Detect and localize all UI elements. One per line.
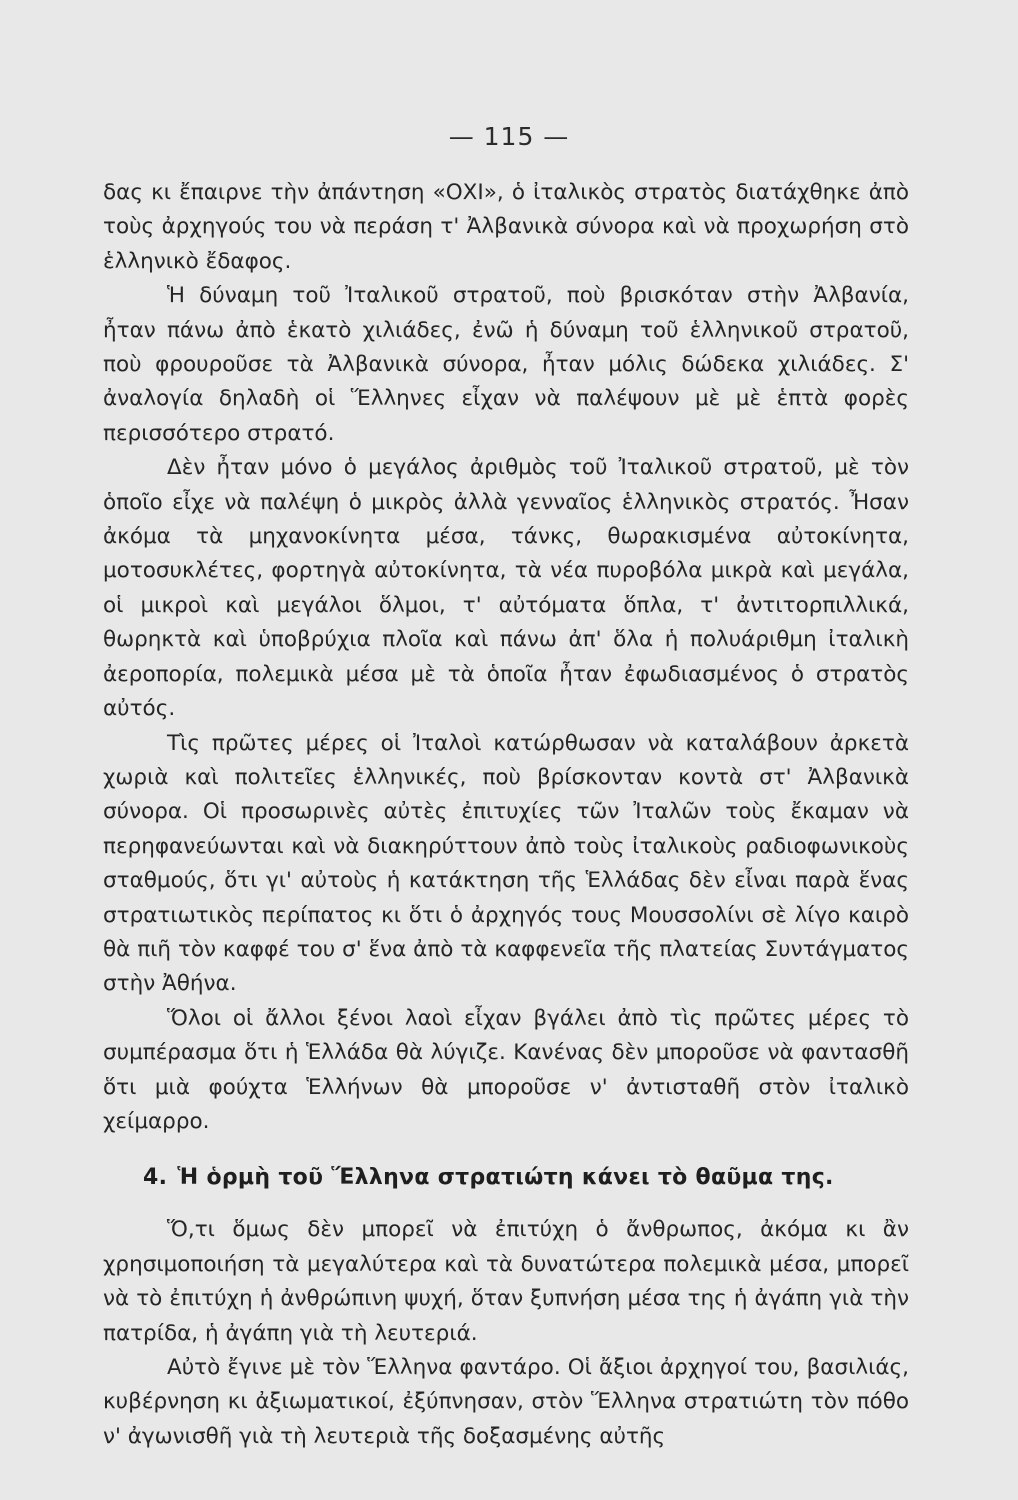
section-title: Ἡ ὁρμὴ τοῦ Ἕλληνα στρατιώτη κάνει τὸ θαῦμα της. [177, 1165, 834, 1191]
paragraph-greek-soldier: Αὐτὸ ἔγινε μὲ τὸν Ἕλληνα φαντάρο. Οἱ ἄξιοι ἀρχηγοί του, βασιλιάς, κυβέρνηση κι ἀξιωματικοί, ἐξύπνησαν, στὸν Ἕλληνα στρατιώτη τὸν πόθο ν' ἀγωνισθῆ γιὰ τὴ λευτεριὰ τῆς δοξασμένης αὐτῆς [103, 1355, 909, 1449]
paragraph-army-strength: Ἡ δύναμη τοῦ Ἰταλικοῦ στρατοῦ, ποὺ βρισκόταν στὴν Ἀλβανία, ἦταν πάνω ἀπὸ ἑκατὸ χιλιάδες, ἐνῶ ἡ δύναμη τοῦ ἑλληνικοῦ στρατοῦ, ποὺ φρουροῦσε τὰ Ἀλβανικὰ σύνορα, ἦταν μόλις δώδεκα χιλιάδες. Σ' ἀναλογία δηλαδὴ οἱ Ἕλληνες εἶχαν νὰ παλέψουν μὲ μὲ ἑπτὰ φορὲς περισσότερο στρατό. [103, 283, 909, 446]
paragraph-foreign-peoples: Ὅλοι οἱ ἄλλοι ξένοι λαοὶ εἶχαν βγάλει ἀπὸ τὶς πρῶτες μέρες τὸ συμπέρασμα ὅτι ἡ Ἑλλάδα θὰ λύγιζε. Κανένας δὲν μποροῦσε νὰ φαντασθῆ ὅτι μιὰ φούχτα Ἑλλήνων θὰ μποροῦσε ν' ἀντισταθῆ στὸν ἰταλικὸ χείμαρρο. [103, 1005, 909, 1134]
paragraph-human-soul: Ὅ,τι ὅμως δὲν μπορεῖ νὰ ἐπιτύχη ὁ ἄνθρωπος, ἀκόμα κι ἂν χρησιμοποιήση τὰ μεγαλύτερα καὶ τὰ δυνατώτερα πολεμικὰ μέσα, μπορεῖ νὰ τὸ ἐπιτύχη ἡ ἀνθρώπινη ψυχή, ὅταν ξυπνήση μέσα της ἡ ἀγάπη γιὰ τὴν πατρίδα, ἡ ἀγάπη γιὰ τὴ λευτεριά. [103, 1217, 909, 1346]
paragraph-italian-weapons: Δὲν ἦταν μόνο ὁ μεγάλος ἀριθμὸς τοῦ Ἰταλικοῦ στρατοῦ, μὲ τὸν ὁποῖο εἶχε νὰ παλέψη ὁ μικρὸς ἀλλὰ γενναῖος ἑλληνικὸς στρατός. Ἦσαν ἀκόμα τὰ μηχανοκίνητα μέσα, τάνκς, θωρακισμένα αὐτοκίνητα, μοτοσυκλέτες, φορτηγὰ αὐτοκίνητα, τὰ νέα πυροβόλα μικρὰ καὶ μεγάλα, οἱ μικροὶ καὶ μεγάλοι ὅλμοι, τ' αὐτόματα ὅπλα, τ' ἀντιτορπιλλικά, θωρηκτὰ καὶ ὑποβρύχια πλοῖα καὶ πάνω ἀπ' ὅλα ἡ πολυάριθμη ἰταλικὴ ἀεροπορία, πολεμικὰ μέσα μὲ τὰ ὁποῖα ἦταν ἐφωδιασμένος ὁ στρατὸς αὐτός. [103, 455, 909, 722]
page-number: — 115 — [448, 122, 570, 151]
paragraph-first-days: Τὶς πρῶτες μέρες οἱ Ἰταλοὶ κατώρθωσαν νὰ καταλάβουν ἀρκετὰ χωριὰ καὶ πολιτεῖες ἑλληνικές, ποὺ βρίσκονταν κοντὰ στ' Ἀλβανικὰ σύνορα. Οἱ προσωρινὲς αὐτὲς ἐπιτυχίες τῶν Ἰταλῶν τοὺς ἔκαμαν νὰ περηφανεύωνται καὶ νὰ διακηρύττουν ἀπὸ τοὺς ἰταλικοὺς ραδιοφωνικοὺς σταθμούς, ὅτι γι' αὐτοὺς ἡ κατάκτηση τῆς Ἑλλάδας δὲν εἶναι παρὰ ἕνας στρατιωτικὸς περίπατος κι ὅτι ὁ ἀρχηγός τους Μουσσολίνι σὲ λίγο καιρὸ θὰ πιῆ τὸν καφφέ του σ' ἕνα ἀπὸ τὰ καφφενεῖα τῆς πλατείας Συντάγματος στὴν Ἀθήνα. [103, 730, 909, 997]
section-heading [143, 1161, 909, 1195]
section-number: 4. [143, 1165, 168, 1191]
paragraph-continued: δας κι ἔπαιρνε τὴν ἀπάντηση «ΟΧΙ», ὁ ἰταλικὸς στρατὸς διατάχθηκε ἀπὸ τοὺς ἀρχηγούς του νὰ περάση τ' Ἀλβανικὰ σύνορα καὶ νὰ προχωρήση στὸ ἑλληνικὸ ἔδαφος. [103, 180, 909, 274]
page-body [103, 176, 909, 1454]
